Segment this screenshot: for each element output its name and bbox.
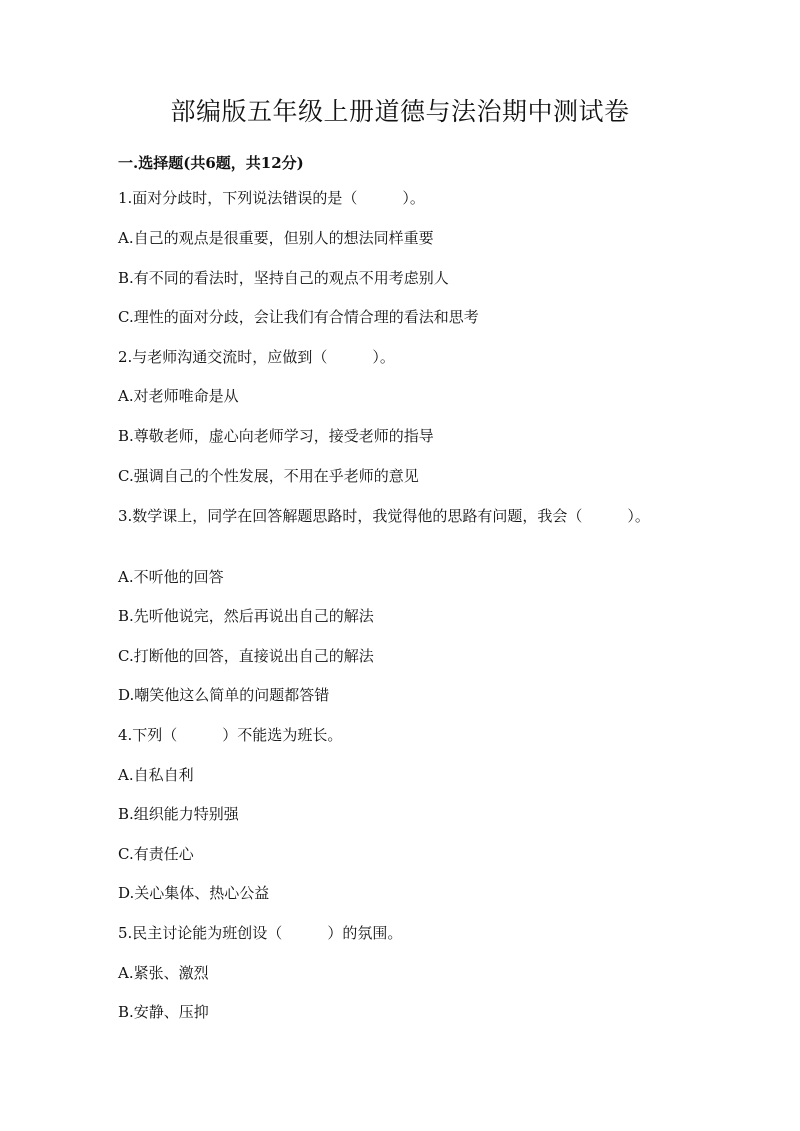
question-4-option-a: A.自私自利: [118, 766, 194, 784]
exam-title: 部编版五年级上册道德与法治期中测试卷: [170, 97, 630, 126]
question-2-option-b: B.尊敬老师，虚心向老师学习，接受老师的指导: [118, 427, 434, 445]
question-3-option-a: A.不听他的回答: [118, 568, 224, 586]
question-5-option-b: B.安静、压抑: [118, 1003, 209, 1021]
question-3-option-d: D.嘲笑他这么简单的问题都答错: [118, 686, 330, 704]
question-4-stem: 4.下列（ ）不能选为班长。: [118, 726, 343, 744]
question-5-stem: 5.民主讨论能为班创设（ ）的氛围。: [118, 924, 403, 942]
question-2-option-c: C.强调自己的个性发展，不用在乎老师的意见: [118, 467, 419, 485]
question-2-stem: 2.与老师沟通交流时，应做到（ ）。: [118, 348, 395, 366]
question-4-option-d: D.关心集体、热心公益: [118, 884, 270, 902]
question-1-option-c: C.理性的面对分歧，会让我们有合情合理的看法和思考: [118, 308, 479, 326]
question-4-option-b: B.组织能力特别强: [118, 805, 239, 823]
question-2-option-a: A.对老师唯命是从: [118, 387, 239, 405]
question-1-option-a: A.自己的观点是很重要，但别人的想法同样重要: [118, 229, 434, 247]
question-3-stem: 3.数学课上，同学在回答解题思路时，我觉得他的思路有问题，我会（ ）。: [118, 507, 650, 525]
question-1-option-b: B.有不同的看法时，坚持自己的观点不用考虑别人: [118, 269, 449, 287]
question-3-option-c: C.打断他的回答，直接说出自己的解法: [118, 647, 374, 665]
question-4-option-c: C.有责任心: [118, 845, 194, 863]
section-heading: 一.选择题(共6题，共12分): [118, 154, 304, 172]
question-1-stem: 1.面对分歧时，下列说法错误的是（ ）。: [118, 189, 425, 207]
question-3-option-b: B.先听他说完，然后再说出自己的解法: [118, 607, 374, 625]
question-5-option-a: A.紧张、激烈: [118, 964, 209, 982]
